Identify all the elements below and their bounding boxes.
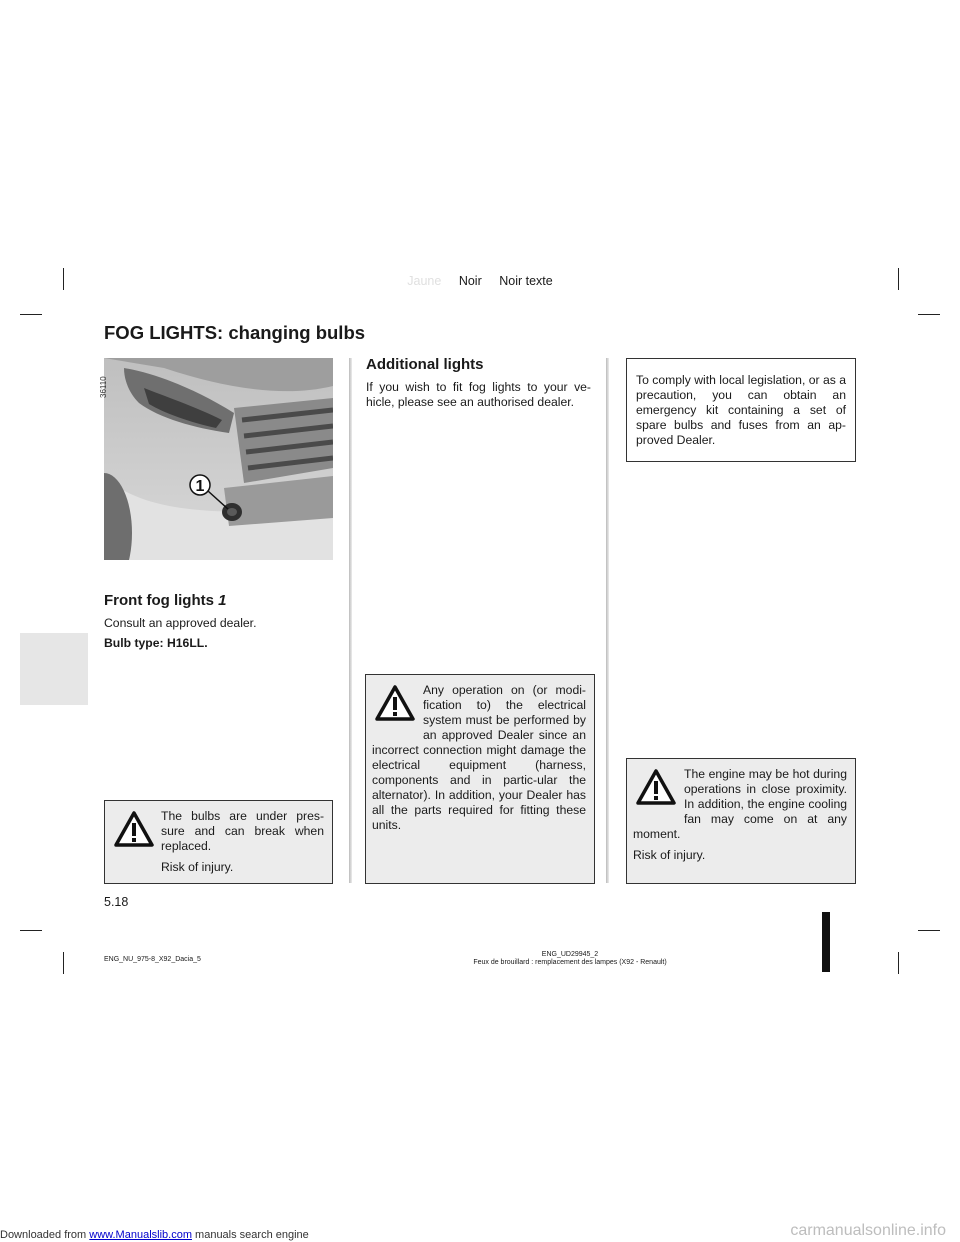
chapter-tab (20, 633, 88, 705)
warning-icon (114, 811, 154, 847)
footer-right-ref (420, 951, 720, 967)
footer-right-code: ENG_UD29945_2 (541, 951, 599, 958)
warning-box-bulbs (104, 800, 333, 884)
footer-left-ref: ENG_NU_975-8_X92_Dacia_5 (104, 956, 201, 963)
front-fog-heading-text: Front fog lights (104, 592, 214, 609)
warning-bulbs-risk: Risk of injury. (161, 860, 234, 874)
info-box-emergency-kit: To comply with local legislation, or as a precaution, you can obtain an emergency kit containing a set of spare bulbs and fuses from an ap-proved Dealer. (626, 358, 856, 462)
callout-1: 1 (195, 478, 205, 495)
front-fog-heading-ref: 1 (218, 592, 227, 609)
section-marker-bar (822, 912, 830, 972)
page-number: 5.18 (104, 895, 129, 909)
front-fog-heading (104, 592, 227, 609)
crop-mark (63, 952, 64, 974)
watermark: carmanualsonline.info (790, 1222, 946, 1239)
image-reference: 36110 (99, 376, 108, 398)
car-front-photo (104, 358, 333, 560)
warning-engine-text: The engine may be hot during operations in close proximity. In addition, the engine cooling fan may come on at any moment. (633, 767, 847, 841)
download-banner-suffix: manuals search engine (191, 1229, 309, 1241)
crop-mark (918, 930, 940, 931)
color-mark-noir-texte: Noir texte (499, 274, 553, 288)
color-mark-noir: Noir (458, 274, 482, 288)
column-divider (606, 358, 609, 883)
additional-lights-heading: Additional lights (366, 356, 484, 373)
front-fog-text: Consult an approved dealer. (104, 616, 257, 630)
footer-right-desc: Feux de brouillard : remplacement des lampes (X92 - Renault) (473, 959, 667, 966)
additional-lights-text: If you wish to fit fog lights to your ve-hicle, please see an authorised dealer. (366, 380, 591, 409)
warning-box-electrical (365, 674, 595, 884)
warning-box-engine (626, 758, 856, 884)
bulb-type: Bulb type: H16LL. (104, 636, 208, 650)
crop-mark (898, 952, 899, 974)
warning-electrical-text: Any operation on (or modi-fication to) the electrical system must be performed by an approved Dealer since an incorrect connection might damage the electrical equipment (harness, components and in partic-ular the alternator). In addition, your Dealer has all the parts required for fitting these units. (372, 683, 586, 832)
crop-mark (20, 930, 42, 931)
page-title: FOG LIGHTS: changing bulbs (104, 322, 366, 343)
manualslib-link[interactable]: www.Manualslib.com (89, 1229, 192, 1241)
car-front-illustration (104, 358, 333, 560)
column-divider (349, 358, 352, 883)
crop-mark (918, 314, 940, 315)
warning-engine-risk: Risk of injury. (633, 848, 706, 862)
download-banner-prefix: Downloaded from (0, 1229, 90, 1241)
warning-bulbs-text: The bulbs are under pres-sure and can break when replaced. (161, 809, 324, 853)
download-banner (0, 1229, 309, 1241)
crop-mark (20, 314, 42, 315)
color-mark-jaune: Jaune (407, 274, 442, 288)
print-color-marks (0, 274, 960, 288)
